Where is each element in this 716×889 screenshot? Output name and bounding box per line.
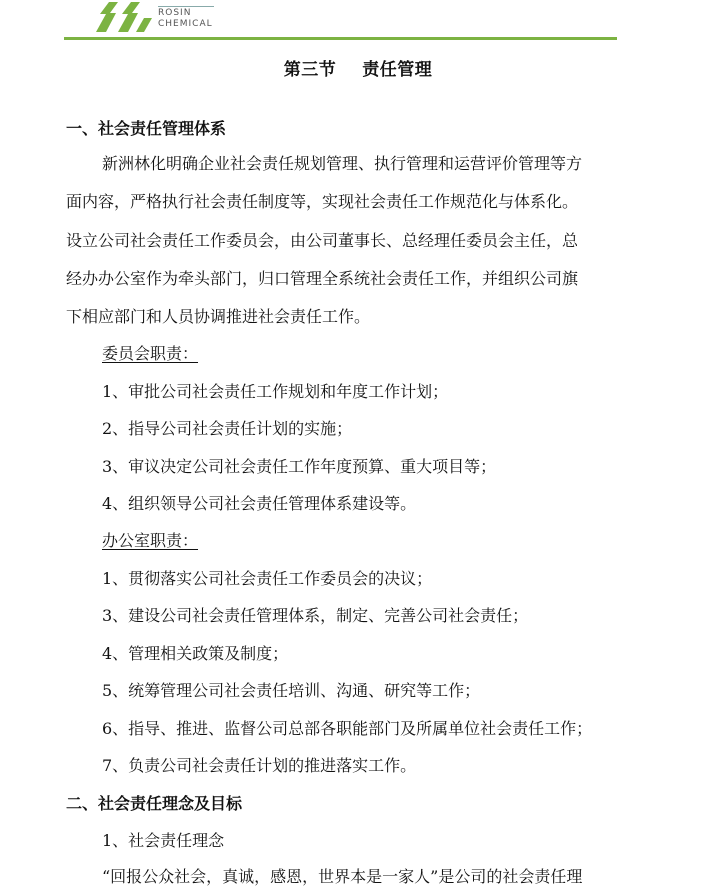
brand-rule (158, 6, 214, 7)
list-item: 6、指导、推进、监督公司总部各职能部门及所属单位社会责任工作； (102, 719, 593, 738)
list-item: 4、管理相关政策及制度； (102, 644, 289, 663)
rosin-chemical-logo-icon (96, 2, 152, 32)
subheading-concept: 1、社会责任理念 (102, 831, 225, 850)
committee-duties-label: 委员会职责： (102, 344, 199, 363)
brand-line-1: ROSIN (158, 8, 192, 18)
paragraph-line: 经办办公室作为牵头部门，归口管理全系统社会责任工作，并组织公司旗 (66, 269, 579, 288)
brand-name (158, 8, 213, 30)
list-item: 2、指导公司社会责任计划的实施； (102, 419, 353, 438)
page-header (0, 0, 716, 40)
list-item: 7、负责公司社会责任计划的推进落实工作。 (102, 756, 417, 775)
heading-section-2: 二、社会责任理念及目标 (66, 794, 243, 813)
list-item: 3、审议决定公司社会责任工作年度预算、重大项目等； (102, 457, 497, 476)
paragraph-line: 新洲林化明确企业社会责任规划管理、执行管理和运营评价管理等方 (102, 154, 583, 173)
paragraph-line: “回报公众社会，真诚，感恩，世界本是一家人”是公司的社会责任理 (102, 867, 583, 886)
list-item: 1、贯彻落实公司社会责任工作委员会的决议； (102, 569, 433, 588)
heading-section-1: 一、社会责任管理体系 (66, 119, 227, 138)
paragraph-line: 面内容，严格执行社会责任制度等，实现社会责任工作规范化与体系化。 (66, 192, 579, 211)
list-item: 1、审批公司社会责任工作规划和年度工作计划； (102, 382, 449, 401)
section-number: 第三节 (283, 60, 337, 80)
list-item: 3、建设公司社会责任管理体系，制定、完善公司社会责任； (102, 606, 529, 625)
list-item: 4、组织领导公司社会责任管理体系建设等。 (102, 494, 417, 513)
brand-line-2: CHEMICAL (158, 19, 213, 29)
paragraph-line: 下相应部门和人员协调推进社会责任工作。 (66, 307, 371, 326)
list-item: 5、统筹管理公司社会责任培训、沟通、研究等工作； (102, 681, 481, 700)
paragraph-line: 设立公司社会责任工作委员会，由公司董事长、总经理任委员会主任，总 (66, 231, 579, 250)
section-name: 责任管理 (362, 60, 433, 80)
office-duties-label: 办公室职责： (102, 531, 199, 550)
section-title (0, 55, 716, 80)
header-divider (64, 37, 617, 40)
